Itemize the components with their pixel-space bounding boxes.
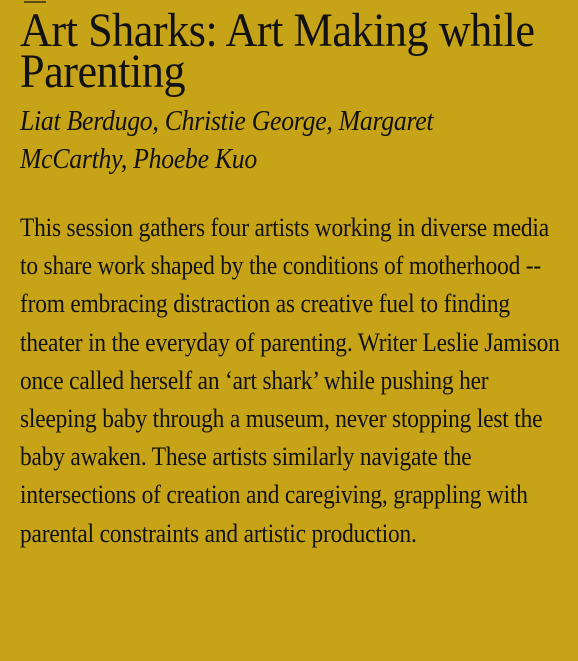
session-description: This session gathers four artists working in diverse media to share work shaped by the conditions of motherhood -- from embracing distraction as creative fuel to finding theater in the everyday of parenting. Writer Leslie Jamison once called herself an ‘art shark’ while pushing her sleeping baby through a museum, never stopping lest the baby awaken. These artists similarly navigate the intersections of creation and caregiving, grappling with parental constraints and artistic production. [20, 213, 560, 548]
session-title: Art Sharks: Art Making while Parenting [20, 4, 535, 98]
previous-content-edge [24, 0, 46, 3]
session-authors: Liat Berdugo, Christie George, Margaret McCarthy, Phoebe Kuo [20, 106, 434, 175]
